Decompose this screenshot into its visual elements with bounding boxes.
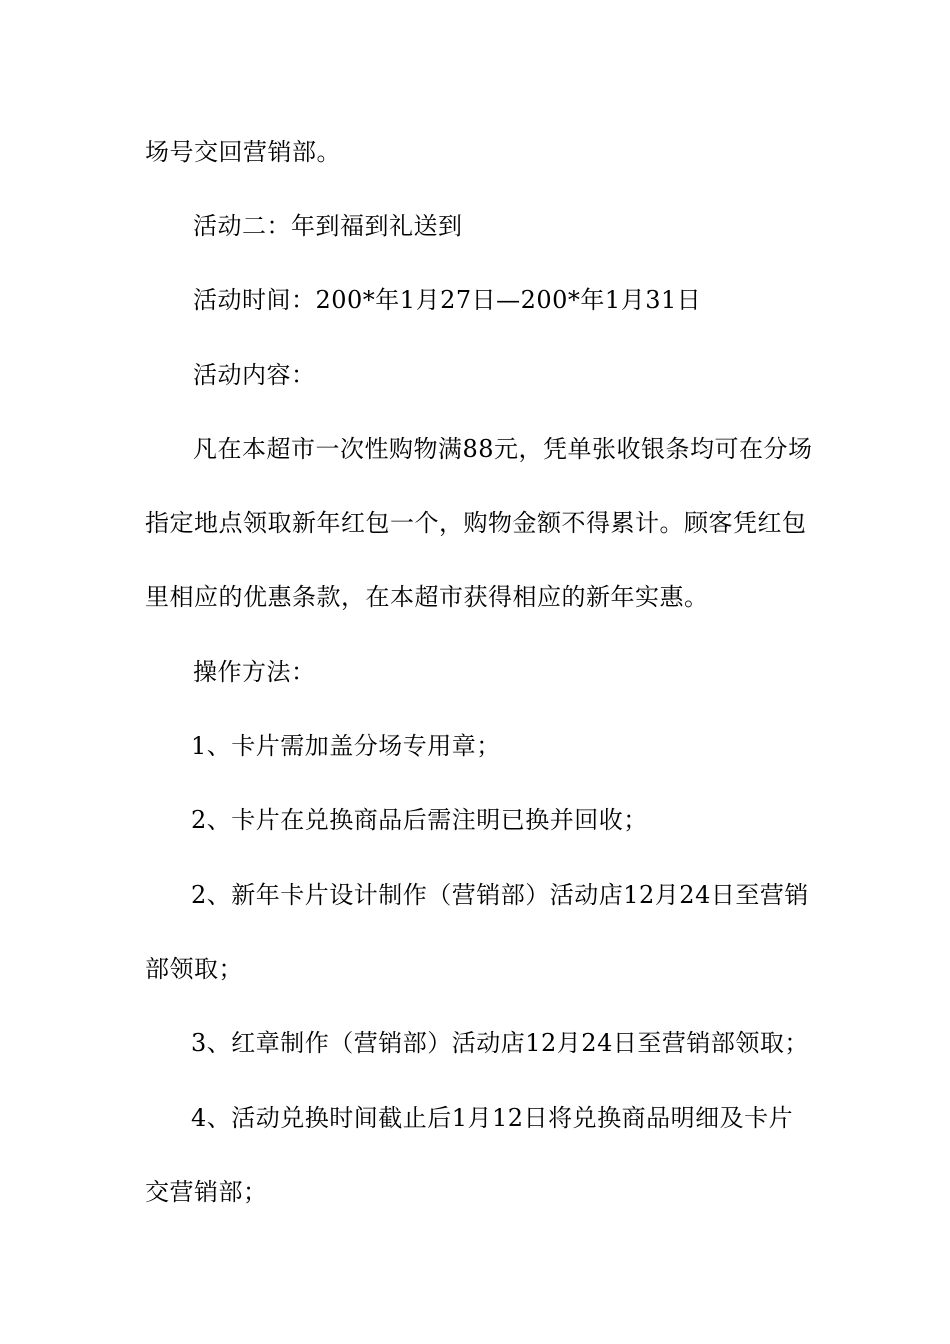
list-item: 2、新年卡片设计制作（营销部）活动店12月24日至营销 bbox=[191, 881, 809, 909]
operation-heading: 操作方法： bbox=[193, 658, 316, 686]
list-item: 3、红章制作（营销部）活动店12月24日至营销部领取； bbox=[191, 1029, 809, 1057]
paragraph-line: 里相应的优惠条款，在本超市获得相应的新年实惠。 bbox=[145, 583, 709, 611]
activity-time: 活动时间：200*年1月27日—200*年1月31日 bbox=[193, 286, 702, 314]
list-item: 2、卡片在兑换商品后需注明已换并回收； bbox=[191, 806, 648, 834]
list-item: 4、活动兑换时间截止后1月12日将兑换商品明细及卡片 bbox=[191, 1104, 794, 1132]
activity-title: 活动二：年到福到礼送到 bbox=[193, 212, 463, 240]
paragraph-line: 指定地点领取新年红包一个，购物金额不得累计。顾客凭红包 bbox=[145, 509, 807, 537]
list-item-continuation: 交营销部； bbox=[145, 1178, 268, 1206]
list-item: 1、卡片需加盖分场专用章； bbox=[191, 732, 501, 760]
paragraph-line: 场号交回营销部。 bbox=[145, 138, 341, 166]
activity-content-heading: 活动内容： bbox=[193, 361, 316, 389]
paragraph-line: 凡在本超市一次性购物满88元，凭单张收银条均可在分场 bbox=[193, 435, 813, 463]
list-item-continuation: 部领取； bbox=[145, 955, 243, 983]
